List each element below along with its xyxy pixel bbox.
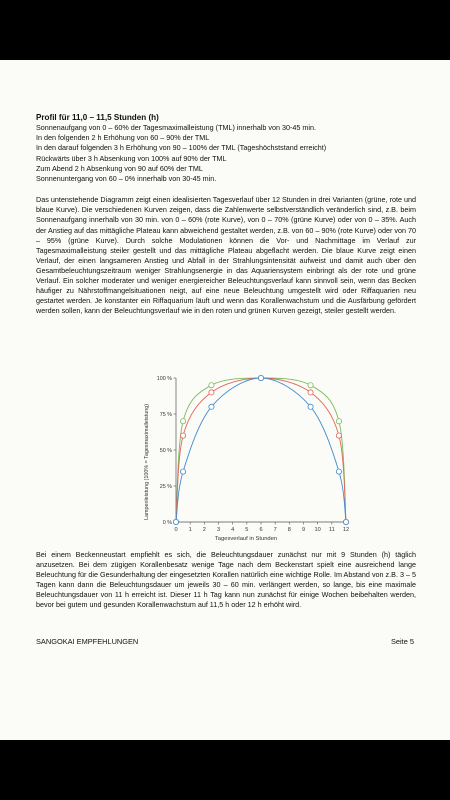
profile-line: In den darauf folgenden 3 h Erhöhung von 90 – 100% der TML (Tageshöchststand erreicht) (36, 143, 327, 153)
y-tick-label: 50 % (159, 448, 172, 454)
page-number: Seite 5 (390, 637, 414, 646)
y-axis-label: Lampenleistung (100% = Tagesmaximalleistung) (144, 403, 150, 521)
series-line (176, 378, 346, 522)
x-tick-label: 12 (342, 527, 350, 533)
data-point (180, 433, 185, 438)
data-point (308, 404, 313, 409)
page-footer (36, 637, 414, 647)
profile-line: Sonnenuntergang von 60 – 0% innerhalb von 30-45 min. (36, 174, 217, 184)
x-tick-label: 5 (245, 527, 249, 533)
lighting-curve-chart (136, 370, 356, 544)
data-point (180, 419, 185, 424)
data-point (209, 383, 214, 388)
x-tick-label: 10 (314, 527, 321, 533)
data-point (343, 519, 348, 524)
data-point (308, 383, 313, 388)
data-point (209, 404, 214, 409)
paragraph-diagram-description: Das untenstehende Diagramm zeigt einen idealisierten Tagesverlauf über 12 Stunden in drei Varianten (grüne, rote und blaue Kurve). Die verschiedenen Kurven zeigen, dass die Zahlenwerte selbstverständlich veränderlich sind, z.B. beim Sonnenaufgang innerhalb von 30 min. von 0 – 60% (rote Kurve), von 0 – 70% (grüne Kurve) oder von 0 – 35%. Auch der Anstieg auf das mittägliche Plateau kann abweichend gestaltet werden, z.B. von 60 – 90% (rote Kurve) oder von 70 – 95% (grüne Kurve). Durch solche Modulationen können die Vor- und Nachmittage im Verlauf zur Tagesmaximalleistung steiler gestellt und das mittägliche Plateau abgeflacht werden. Die blaue Kurve zeigt einen Verlauf, der einen langsameren Anstieg und Abfall in der Strahlungsintensität aufweist und damit auch über den Gesamtbeleuchtungszeitraum weniger Strahlungsenergie in das Aquariensystem einbringt als der rote und grüne Verlauf. Ein solcher moderater und weniger energiereicher Beleuchtungsverlauf kann sinnvoll sein, wenn das Becken häufiger zu Nährstoffmangelsituationen neigt, auf eine neue Beleuchtung umgestellt wird oder Riffaquarien neu gestartet werden. Je konstanter ein Riffaquarium läuft und wenn das Korallenwachstum und die Ausfärbung gefördert werden sollen, kann der Beleuchtungsverlauf wie in den roten und grünen Kurven gezeigt, steiler gestellt werden. (36, 195, 416, 316)
profile-line: Sonnenaufgang von 0 – 60% der Tagesmaximalleistung (TML) innerhalb von 30-45 min. (36, 123, 316, 132)
x-tick-label: 2 (202, 527, 206, 533)
data-point (336, 419, 341, 424)
profile-line: Zum Abend 2 h Absenkung von 90 auf 60% der TML (36, 163, 203, 173)
series-line (176, 378, 346, 522)
chart-svg (136, 370, 356, 544)
document-body (36, 113, 416, 316)
data-point (209, 390, 214, 395)
x-tick-label: 1 (188, 527, 192, 533)
data-point (173, 519, 178, 524)
document-page (0, 60, 450, 740)
x-tick-label: 11 (328, 527, 335, 533)
x-tick-label: 7 (273, 527, 277, 533)
y-tick-label: 100 % (156, 376, 172, 382)
y-tick-label: 25 % (159, 484, 172, 490)
profile-heading: Profil für 11,0 – 11,5 Stunden (h) (36, 113, 159, 122)
data-point (180, 469, 185, 474)
x-tick-label: 0 (174, 527, 178, 533)
data-point (258, 375, 263, 380)
profile-line: Rückwärts über 3 h Absenkung von 100% auf 90% der TML (36, 153, 227, 163)
x-tick-label: 4 (231, 527, 235, 533)
series-line (176, 378, 346, 522)
y-tick-label: 75 % (159, 412, 172, 418)
x-tick-label: 6 (259, 527, 263, 533)
paragraph-recommendation: Bei einem Beckenneustart empfiehlt es sich, die Beleuchtungsdauer zunächst nur mit 9 Stunden (h) täglich anzusetzen. Bei dem zügigen Korallenbesatz wenige Tage nach dem Beckenstart spielt eine ausreichend lange Beleuchtung für die Gesunderhaltung der eingesetzten Korallen natürlich eine wichtige Rolle. Im Abstand von z.B. 3 – 5 Tagen kann dann die Beleuchtungsdauer um jeweils 30 – 60 min. verlängert werden, so lange, bis eine maximale Beleuchtungsdauer von 11 h erreicht ist. Dieser 11 h Tag kann nun zunächst für einige Wochen beibehalten werden, bevor bei gutem und gesunden Korallenwachstum auf 11,5 h oder 12 h erhöht wird. (36, 550, 416, 610)
x-tick-label: 8 (287, 527, 291, 533)
data-point (336, 469, 341, 474)
profile-line: In den folgenden 2 h Erhöhung von 60 – 90% der TML (36, 133, 210, 143)
x-tick-label: 3 (216, 527, 221, 533)
x-axis-label: Tagesverlauf in Stunden (214, 536, 278, 542)
data-point (336, 433, 341, 438)
data-point (308, 390, 313, 395)
y-tick-label: 0 % (162, 520, 172, 526)
x-tick-label: 9 (301, 527, 306, 533)
footer-title: SANGOKAI EMPFEHLUNGEN (36, 637, 139, 646)
